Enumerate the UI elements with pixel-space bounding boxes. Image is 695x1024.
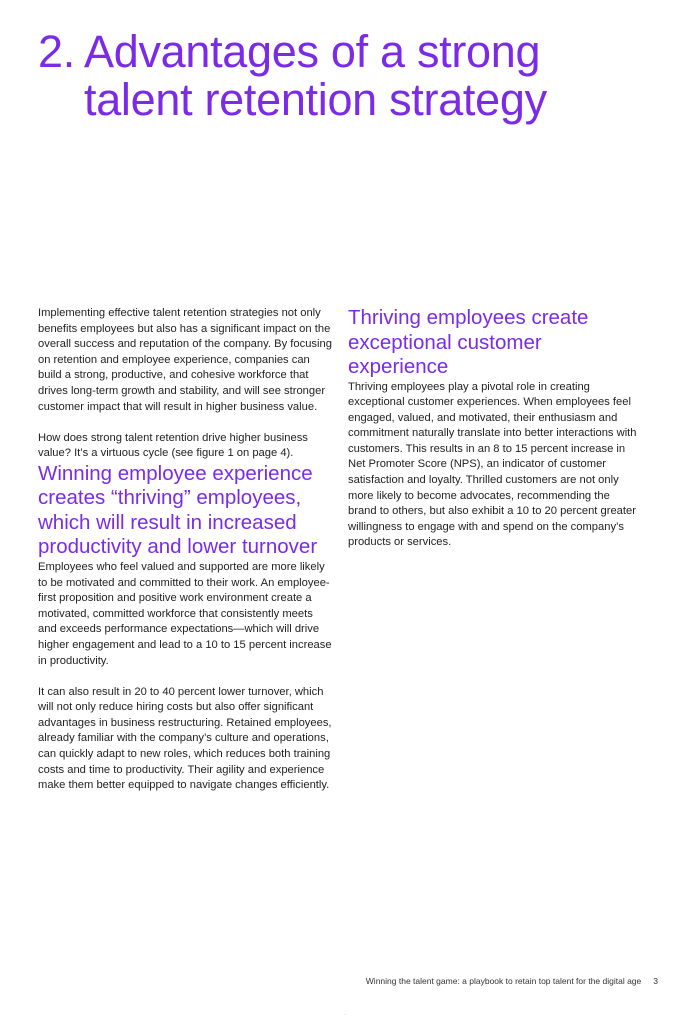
right-body-paragraph: Thriving employees play a pivotal role in creating exceptional customer experiences. When employees feel engaged, valued, and motivated, their enthusiasm and commitment naturally translate into better interactions with customers. This results in an 8 to 15 percent increase in Net Promoter Score (NPS), an indicator of customer satisfaction and loyalty. Thrilled customers are not only more likely to become advocates, recommending the brand to others, but also exhibit a 10 to 20 percent greater willingness to engage with and spend on the company’s products or services. <box>348 380 637 549</box>
right-column <box>348 306 638 551</box>
page-footer <box>366 976 658 986</box>
body-paragraph-1: Employees who feel valued and supported are more likely to be motivated and committed to their work. An employee-first proposition and positive work environment create a motivated, committed workforce that consistently meets and exceeds performance expectations—which will drive higher engagement and lead to a 10 to 15 percent increase in productivity. <box>38 560 332 667</box>
footer-title: Winning the talent game: a playbook to retain top talent for the digital age <box>365 976 642 986</box>
page-title <box>38 28 658 124</box>
body-paragraph-2: It can also result in 20 to 40 percent lower turnover, which will not only reduce hiring costs but also offer significant advantages in business restructuring. Retained employees, already familiar with the company’s culture and operations, can quickly adapt to new roles, which reduces both training costs and time to productivity. Their agility and experience make them better equipped to navigate changes efficiently. <box>38 685 332 792</box>
intro-paragraph-2: How does strong talent retention drive higher business value? It’s a virtuous cycle (see figure 1 on page 4). <box>38 431 308 460</box>
page-number: 3 <box>653 976 658 986</box>
title-line-2: talent retention strategy <box>84 74 547 125</box>
bottom-mark: ◦ <box>344 1012 346 1018</box>
intro-paragraph-1: Implementing effective talent retention strategies not only benefits employees but also has a significant impact on the overall success and reputation of the company. By focusing on retention and employee experience, companies can build a strong, productive, and cohesive workforce that drives long-term growth and stability, and will see stronger customer impact that will result in higher business value. <box>38 307 332 413</box>
left-subheading: Winning employee experience creates “thriving” employees, which will result in increased productivity and lower turnover <box>38 461 318 559</box>
left-column <box>38 306 332 794</box>
right-subheading: Thriving employees create exceptional customer experience <box>348 306 589 378</box>
section-number: 2. <box>38 26 75 77</box>
title-line-1: Advantages of a strong <box>84 26 541 77</box>
